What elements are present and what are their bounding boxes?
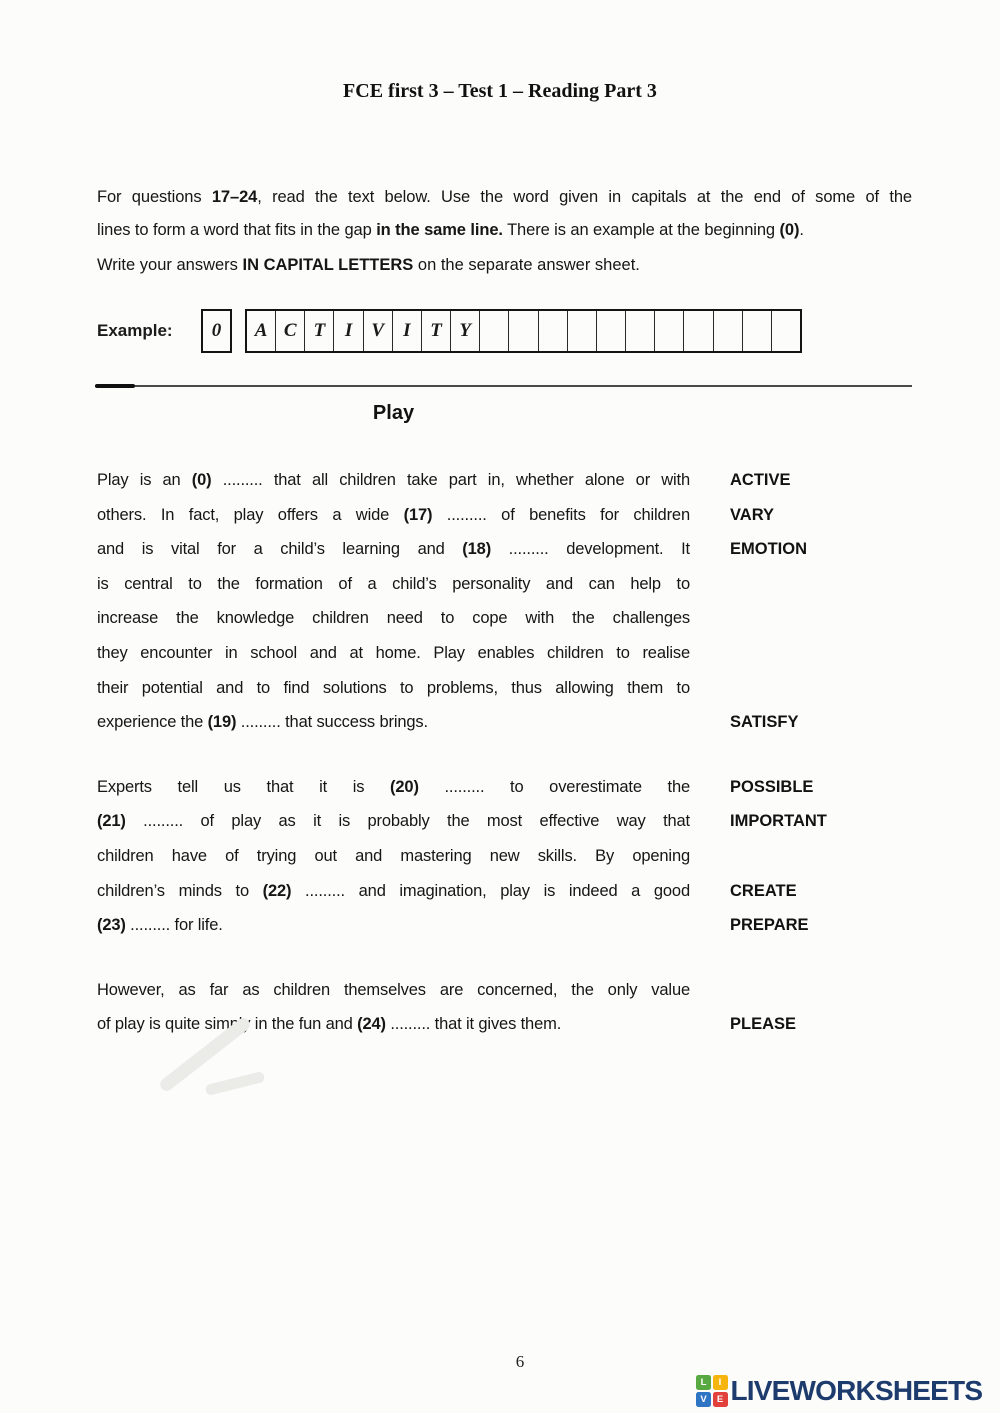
example-letter-cell: I	[393, 311, 422, 351]
page-title: FCE first 3 – Test 1 – Reading Part 3	[343, 80, 657, 102]
logo-tile-l: L	[696, 1375, 711, 1390]
capital-word: EMOTION	[730, 540, 807, 559]
example-empty-cell	[626, 311, 655, 351]
liveworksheets-logo-text: LIVEWORKSHEETS	[730, 1375, 983, 1406]
page-number: 6	[515, 1352, 525, 1371]
example-letter-strip	[245, 309, 802, 353]
passage-line	[97, 498, 912, 533]
capital-word: IMPORTANT	[730, 812, 827, 831]
passage-line	[97, 705, 912, 740]
example-empty-cell	[568, 311, 597, 351]
example-letter-cell: A	[247, 311, 276, 351]
example-empty-cell	[655, 311, 684, 351]
example-empty-cell	[480, 311, 509, 351]
passage-line	[97, 770, 912, 805]
passage-line-text: (23) ......... for life.	[97, 916, 223, 935]
scan-watermark	[205, 1071, 266, 1096]
passage-line-text: children’s minds to (22) ......... and imagination, play is indeed a good	[97, 881, 690, 900]
liveworksheets-logo[interactable]	[696, 1374, 982, 1408]
passage-line	[97, 973, 912, 1008]
example-empty-cell	[684, 311, 713, 351]
instructions-paragraph	[97, 181, 912, 247]
passage-line-text: and is vital for a child’s learning and (18) ......... development. It	[97, 540, 690, 559]
example-letter-cell: T	[305, 311, 334, 351]
capital-word: PREPARE	[730, 916, 809, 935]
example-letter-cell: V	[364, 311, 393, 351]
section-divider	[95, 385, 912, 387]
passage-line-text: experience the (19) ......... that success brings.	[97, 713, 428, 732]
logo-tile-v: V	[696, 1392, 711, 1407]
capital-word: ACTIVE	[730, 471, 791, 489]
passage-heading: Play	[372, 402, 415, 424]
passage-line	[97, 463, 912, 498]
capital-word: VARY	[730, 505, 775, 524]
capital-word: CREATE	[730, 881, 797, 900]
example-empty-cell	[714, 311, 743, 351]
passage-line-text: is central to the formation of a child’s personality and can help to	[97, 574, 690, 593]
passage-line	[97, 532, 912, 567]
logo-tile-e: E	[713, 1392, 728, 1407]
example-empty-cell	[539, 311, 568, 351]
passage-line	[97, 567, 912, 602]
passage-line-text: (21) ......... of play as it is probably the most effective way that	[97, 812, 690, 831]
capitals-note: Write your answers IN CAPITAL LETTERS on the separate answer sheet.	[97, 256, 640, 274]
passage-line	[97, 804, 912, 839]
instructions-line-1: For questions 17–24, read the text below. Use the word given in capitals at the end of some of the	[97, 188, 912, 206]
example-empty-cell	[597, 311, 626, 351]
passage-line	[97, 636, 912, 671]
passage-line-text: others. In fact, play offers a wide (17) ......... of benefits for children	[97, 505, 690, 524]
divider-ink-blob	[95, 384, 135, 388]
passage-paragraph	[97, 973, 912, 1042]
passage-line-text: they encounter in school and at home. Play enables children to realise	[97, 643, 690, 662]
passage-line	[97, 839, 912, 874]
liveworksheets-tile-icon	[696, 1375, 728, 1407]
example-letter-cell: T	[422, 311, 451, 351]
example-letter-cell: Y	[451, 311, 480, 351]
capital-word: POSSIBLE	[730, 777, 814, 796]
example-row	[97, 308, 912, 354]
example-label: Example:	[97, 321, 173, 340]
example-empty-cell	[772, 311, 800, 351]
example-letter-cell: I	[334, 311, 363, 351]
logo-tile-i: I	[713, 1375, 728, 1390]
passage-line-text: increase the knowledge children need to cope with the challenges	[97, 609, 690, 628]
example-empty-cell	[509, 311, 538, 351]
instructions-line-2: lines to form a word that fits in the gap in the same line. There is an example at the beginning (0).	[97, 221, 804, 239]
capital-word: PLEASE	[730, 1015, 797, 1034]
passage-line-text: children have of trying out and mastering new skills. By opening	[97, 846, 690, 865]
capital-word: SATISFY	[730, 713, 799, 732]
passage-line-text: their potential and to find solutions to problems, thus allowing them to	[97, 678, 690, 697]
passage-line-text: of play is quite simply in the fun and (24) ......... that it gives them.	[97, 1015, 562, 1034]
passage-line	[97, 601, 912, 636]
passage-body	[97, 463, 912, 1072]
example-letter-cell: C	[276, 311, 305, 351]
passage-line	[97, 908, 912, 943]
example-number-box: 0	[201, 309, 232, 353]
passage-line-text: Play is an (0) ......... that all children take part in, whether alone or with	[97, 471, 690, 489]
example-empty-cell	[743, 311, 772, 351]
passage-line	[97, 874, 912, 909]
passage-paragraph	[97, 463, 912, 740]
passage-line-text: Experts tell us that it is (20) ......... to overestimate the	[97, 777, 690, 796]
passage-line	[97, 671, 912, 706]
passage-paragraph	[97, 770, 912, 943]
passage-line-text: However, as far as children themselves are concerned, the only value	[97, 980, 690, 999]
